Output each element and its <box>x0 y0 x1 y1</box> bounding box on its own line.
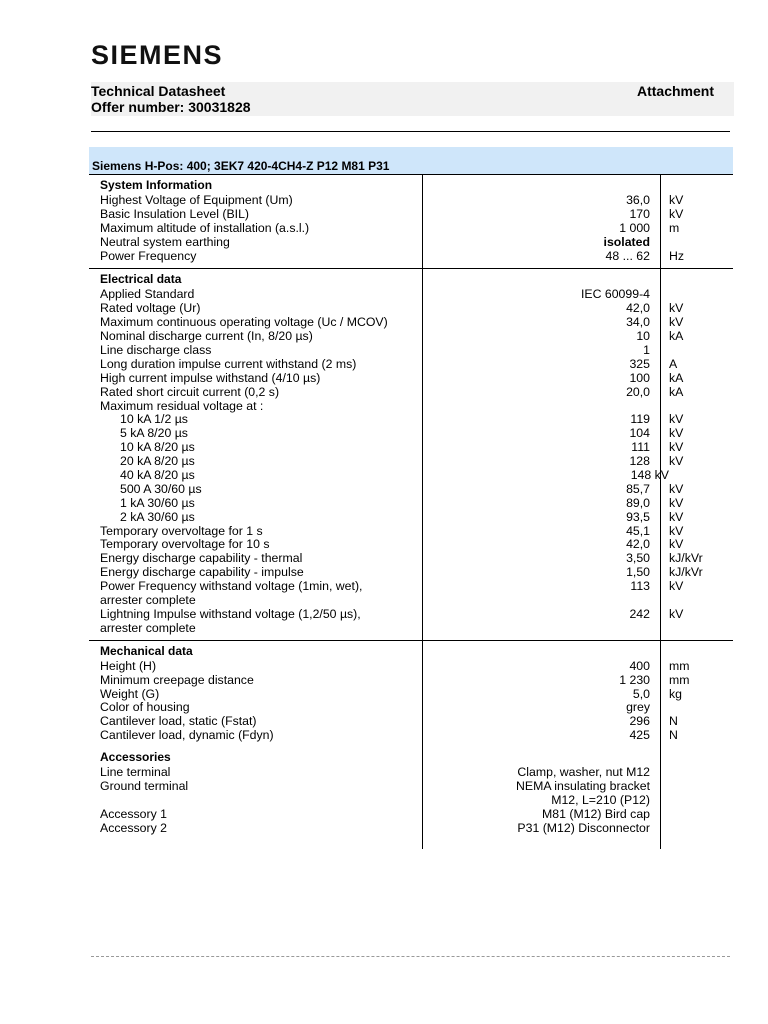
table-row <box>89 566 733 580</box>
table-row <box>89 413 733 427</box>
table-row <box>89 483 733 497</box>
row-unit: kV <box>669 481 684 496</box>
document-title: Technical Datasheet <box>91 83 226 99</box>
row-value: 93,5 <box>626 509 650 524</box>
table-row <box>89 386 733 400</box>
row-label: 5 kA 8/20 µs <box>120 426 188 441</box>
table-row <box>89 808 733 822</box>
row-value: 400 <box>629 658 650 673</box>
attachment-label: Attachment <box>636 83 714 99</box>
table-row <box>89 511 733 525</box>
row-label: Accessory 1 <box>100 806 167 821</box>
row-value: 3,50 <box>626 551 650 566</box>
table-row <box>89 455 733 469</box>
row-unit: m <box>669 220 680 235</box>
table-row <box>89 250 733 264</box>
row-unit: mm <box>669 658 690 673</box>
table-row <box>89 822 733 836</box>
table-row <box>89 580 733 608</box>
row-label: Height (H) <box>100 658 157 673</box>
row-label: Minimum creepage distance <box>100 672 254 687</box>
row-value: 113 <box>630 579 650 594</box>
table-row <box>89 538 733 552</box>
table-row <box>89 497 733 511</box>
table-row <box>89 660 733 674</box>
row-unit: kV <box>669 537 684 552</box>
row-label: 10 kA 1/2 µs <box>120 412 188 427</box>
row-value: 128 <box>629 454 650 469</box>
row-value: 119 <box>630 412 650 427</box>
document-header <box>91 82 734 116</box>
row-label: Power Frequency <box>100 248 197 263</box>
row-value: 148 kV <box>630 468 669 483</box>
row-value: 1 <box>643 343 650 358</box>
row-unit: kA <box>669 384 684 399</box>
row-label: 10 kA 8/20 µs <box>120 440 195 455</box>
row-value: 10 <box>636 329 650 344</box>
row-unit: A <box>669 356 678 371</box>
siemens-logo: SIEMENS <box>91 40 224 70</box>
table-row <box>89 729 733 743</box>
row-label: 500 A 30/60 µs <box>120 481 202 496</box>
section-title: Electrical data <box>100 272 182 287</box>
accessories-section <box>89 747 733 835</box>
row-unit: kV <box>669 606 684 621</box>
datasheet-table <box>89 175 733 836</box>
row-value: 42,0 <box>626 537 650 552</box>
table-row <box>89 525 733 539</box>
row-label: 1 kA 30/60 µs <box>120 495 195 510</box>
row-unit: kV <box>669 412 684 427</box>
row-label: Rated short circuit current (0,2 s) <box>100 384 280 399</box>
table-row <box>89 358 733 372</box>
row-label: Temporary overvoltage for 10 s <box>100 537 270 552</box>
mechanical-data-section <box>89 640 733 743</box>
table-row <box>89 427 733 441</box>
table-row <box>89 344 733 358</box>
row-value: 89,0 <box>626 495 650 510</box>
row-label: Temporary overvoltage for 1 s <box>100 523 263 538</box>
electrical-data-section <box>89 268 733 635</box>
table-row <box>89 288 733 302</box>
row-value: M81 (M12) Bird cap <box>542 806 650 821</box>
row-label: Basic Insulation Level (BIL) <box>100 206 250 221</box>
row-unit: N <box>669 714 678 729</box>
row-unit: mm <box>669 672 690 687</box>
section-title: Accessories <box>100 750 171 765</box>
row-label: 2 kA 30/60 µs <box>120 509 195 524</box>
table-row <box>89 222 733 236</box>
row-value: 1,50 <box>626 565 650 580</box>
row-unit: kV <box>669 301 684 316</box>
row-unit: kV <box>669 193 684 207</box>
table-row <box>89 608 733 636</box>
table-row <box>89 701 733 715</box>
row-value: 20,0 <box>626 384 650 399</box>
row-unit: kV <box>669 579 684 594</box>
row-label-continued: arrester complete <box>100 620 196 635</box>
row-value: P31 (M12) Disconnector <box>517 820 650 835</box>
row-label: Rated voltage (Ur) <box>100 301 201 316</box>
row-unit: kA <box>669 370 684 385</box>
table-row <box>89 208 733 222</box>
table-row <box>89 316 733 330</box>
row-value: NEMA insulating bracket <box>516 778 650 793</box>
row-unit: kV <box>669 454 684 469</box>
row-label: Maximum continuous operating voltage (Uc / MCOV) <box>100 315 388 330</box>
row-label: Cantilever load, static (Fstat) <box>100 714 257 729</box>
row-label: Maximum altitude of installation (a.s.l.) <box>100 220 310 235</box>
row-label: High current impulse withstand (4/10 µs) <box>100 370 321 385</box>
row-label: Accessory 2 <box>100 820 167 835</box>
section-title: System Information <box>100 178 213 192</box>
row-label: Weight (G) <box>100 686 160 701</box>
table-row <box>89 469 733 483</box>
table-row <box>89 715 733 729</box>
row-label: Nominal discharge current (In, 8/20 µs) <box>100 329 313 344</box>
row-label: Ground terminal <box>100 778 189 793</box>
row-unit: kV <box>669 426 684 441</box>
table-row <box>89 441 733 455</box>
table-row <box>89 330 733 344</box>
row-value: grey <box>626 700 650 715</box>
row-label: Line discharge class <box>100 343 212 358</box>
row-value: IEC 60099-4 <box>580 287 650 302</box>
row-value: 296 <box>629 714 650 729</box>
row-label: Power Frequency withstand voltage (1min, wet), <box>100 579 363 594</box>
row-label: 20 kA 8/20 µs <box>120 454 195 469</box>
offer-number: Offer number: 30031828 <box>91 99 251 115</box>
row-value: 1 000 <box>619 220 650 235</box>
table-row <box>89 372 733 386</box>
table-row <box>89 688 733 702</box>
system-information-section <box>89 175 733 263</box>
row-unit: kV <box>669 440 684 455</box>
row-value: 325 <box>629 356 650 371</box>
row-unit: kg <box>669 686 682 701</box>
row-label: Color of housing <box>100 700 190 715</box>
row-label: Applied Standard <box>100 287 195 302</box>
section-title: Mechanical data <box>100 643 193 658</box>
row-value: 34,0 <box>626 315 650 330</box>
table-row <box>89 236 733 250</box>
row-unit: kV <box>669 509 684 524</box>
table-row <box>89 674 733 688</box>
row-label: Energy discharge capability - thermal <box>100 551 303 566</box>
row-label: Long duration impulse current withstand (2 ms) <box>100 356 357 371</box>
row-unit: Hz <box>669 248 685 263</box>
row-label: Cantilever load, dynamic (Fdyn) <box>100 728 274 743</box>
row-value: 425 <box>629 728 650 743</box>
row-value: 100 <box>629 370 650 385</box>
table-row <box>89 552 733 566</box>
row-value: 48 ... 62 <box>605 248 650 263</box>
row-label: Maximum residual voltage at : <box>100 398 264 413</box>
product-bar <box>89 147 733 175</box>
row-value: 104 <box>629 426 650 441</box>
row-value: 36,0 <box>626 193 650 207</box>
row-label: Energy discharge capability - impulse <box>100 565 304 580</box>
row-label-continued: arrester complete <box>100 593 196 608</box>
row-value: 5,0 <box>632 686 650 701</box>
row-value: isolated <box>603 234 650 249</box>
row-label: Line terminal <box>100 765 171 780</box>
row-unit: kJ/kVr <box>669 565 703 580</box>
row-label: Lightning Impulse withstand voltage (1,2/50 µs), <box>100 606 361 621</box>
row-value: 1 230 <box>619 672 650 687</box>
row-unit: kV <box>669 495 684 510</box>
row-unit: kV <box>669 206 684 221</box>
row-unit: kA <box>669 329 684 344</box>
table-row <box>89 194 733 208</box>
row-value: M12, L=210 (P12) <box>551 792 650 807</box>
table-row <box>89 794 733 808</box>
row-value: 45,1 <box>626 523 650 538</box>
header-divider <box>91 131 730 132</box>
row-value: 242 <box>629 606 650 621</box>
row-unit: kJ/kVr <box>669 551 703 566</box>
table-row <box>89 302 733 316</box>
product-title: Siemens H-Pos: 400; 3EK7 420-4CH4-Z P12 M81 P31 <box>92 159 390 173</box>
row-value: 111 <box>631 440 650 455</box>
row-unit: kV <box>669 315 684 330</box>
row-label: 40 kA 8/20 µs <box>120 468 195 483</box>
table-row <box>89 780 733 794</box>
row-value: 170 <box>629 206 650 221</box>
row-value: 85,7 <box>626 481 650 496</box>
row-value: 42,0 <box>626 301 650 316</box>
table-row <box>89 766 733 780</box>
row-label: Highest Voltage of Equipment (Um) <box>100 193 293 207</box>
row-value: Clamp, washer, nut M12 <box>517 765 650 780</box>
row-unit: N <box>669 728 678 743</box>
footer-divider <box>91 956 730 957</box>
row-unit: kV <box>669 523 684 538</box>
table-row <box>89 400 733 414</box>
row-label: Neutral system earthing <box>100 234 230 249</box>
